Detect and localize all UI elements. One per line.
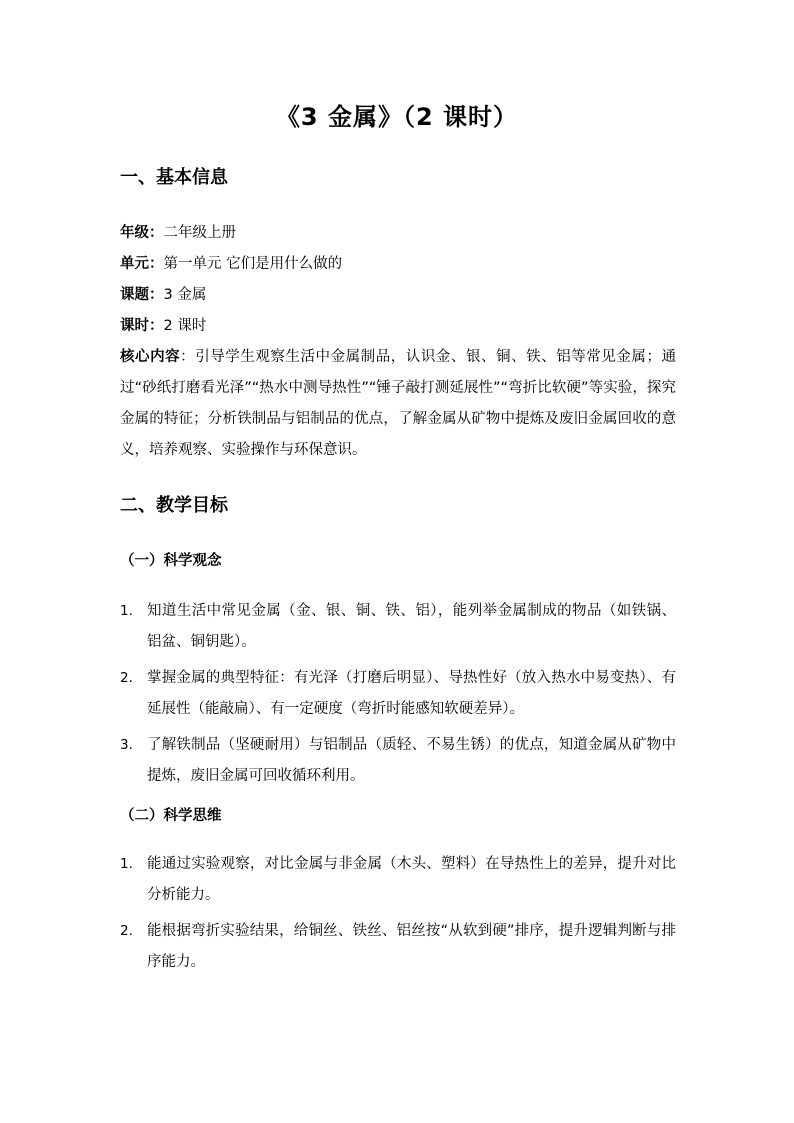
list-item-text: 知道生活中常见金属（金、银、铜、铁、铝），能列举金属制成的物品（如铁锅、铝盆、铜钥匙）。 [147, 603, 676, 650]
science-concepts-list [120, 596, 676, 797]
unit-value: 第一单元 它们是用什么做的 [163, 256, 343, 272]
list-item-text: 能根据弯折实验结果，给铜丝、铁丝、铝丝按“从软到硬”排序，提升逻辑判断与排序能力。 [147, 923, 676, 970]
list-item-number: 1. [120, 856, 133, 872]
list-item-text: 能通过实验观察，对比金属与非金属（木头、塑料）在导热性上的差异，提升对比分析能力。 [147, 856, 676, 903]
science-thinking-list [120, 849, 676, 983]
list-item-number: 1. [120, 603, 133, 619]
topic-label: 课题： [120, 287, 164, 303]
subheading-science-concepts: （一）科学观念 [120, 553, 222, 569]
list-item [120, 596, 676, 658]
list-item [120, 849, 676, 911]
list-item-text: 掌握金属的典型特征：有光泽（打磨后明显）、导热性好（放入热水中易变热）、有延展性（能敲扁）、有一定硬度（弯折时能感知软硬差异）。 [147, 670, 676, 717]
unit-row [120, 249, 676, 280]
list-item-text: 了解铁制品（坚硬耐用）与铝制品（质轻、不易生锈）的优点，知道金属从矿物中提炼，废旧金属可回收循环利用。 [147, 737, 676, 784]
grade-label: 年级： [120, 225, 164, 241]
section-heading-basic-info: 一、基本信息 [120, 167, 228, 188]
list-item [120, 730, 676, 792]
grade-value: 二年级上册 [163, 225, 236, 241]
unit-label: 单元： [120, 256, 164, 272]
topic-row [120, 280, 676, 311]
section-heading-teaching-goals: 二、教学目标 [120, 495, 228, 516]
document-title: 《3 金属》（2 课时） [275, 103, 519, 131]
hours-row [120, 311, 676, 342]
topic-value: 3 金属 [163, 287, 207, 303]
basic-info-block [120, 218, 676, 466]
core-value: ：引导学生观察生活中金属制品，认识金、银、铜、铁、铝等常见金属；通过“砂纸打磨看光泽”“热水中测导热性”“锤子敲打测延展性”“弯折比软硬”等实验，探究金属的特征；分析铁制品与铝制品的优点，了解金属从矿物中提炼及废旧金属回收的意义，培养观察、实验操作与环保意识。 [120, 349, 677, 458]
grade-row [120, 218, 676, 249]
core-label: 核心内容 [120, 349, 181, 365]
list-item-number: 2. [120, 670, 133, 686]
list-item [120, 663, 676, 725]
hours-label: 课时： [120, 318, 164, 334]
hours-value: 2 课时 [163, 318, 207, 334]
subheading-science-thinking: （二）科学思维 [120, 808, 222, 824]
list-item [120, 916, 676, 978]
core-content-row [120, 342, 676, 466]
list-item-number: 2. [120, 923, 133, 939]
list-item-number: 3. [120, 737, 133, 753]
